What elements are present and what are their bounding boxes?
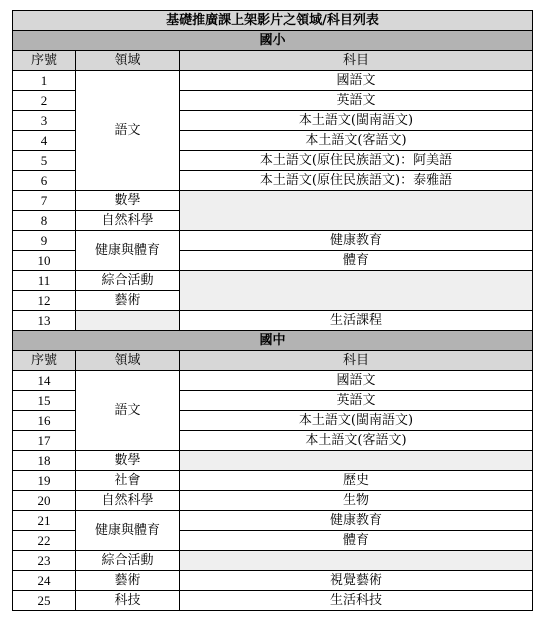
subject-cell: 生物: [180, 491, 533, 511]
area-cell: 數學: [76, 191, 180, 211]
table-row: [13, 471, 533, 491]
subject-cell: 本土語文(客語文): [180, 131, 533, 151]
subject-cell: [180, 551, 533, 571]
header-row: [13, 351, 533, 371]
row-number: 17: [13, 431, 76, 451]
area-cell: 語文: [76, 371, 180, 451]
row-number: 16: [13, 411, 76, 431]
title-row: [13, 11, 533, 31]
row-number: 15: [13, 391, 76, 411]
row-number: 23: [13, 551, 76, 571]
area-cell: 藝術: [76, 571, 180, 591]
header-subject: 科目: [180, 351, 533, 371]
subject-cell: 歷史: [180, 471, 533, 491]
table-row: [13, 311, 533, 331]
document-frame: [12, 10, 533, 611]
subject-cell: 英語文: [180, 91, 533, 111]
subject-cell: 視覺藝術: [180, 571, 533, 591]
subject-cell: 本土語文(原住民族語文)：阿美語: [180, 151, 533, 171]
area-cell: 自然科學: [76, 491, 180, 511]
subject-cell: 體育: [180, 531, 533, 551]
subject-cell: 英語文: [180, 391, 533, 411]
table-row: [13, 571, 533, 591]
row-number: 19: [13, 471, 76, 491]
section-row: [13, 31, 533, 51]
subject-cell: 本土語文(原住民族語文)：泰雅語: [180, 171, 533, 191]
subject-cell: 健康教育: [180, 231, 533, 251]
row-number: 3: [13, 111, 76, 131]
header-row: [13, 51, 533, 71]
section-title: 國中: [13, 331, 533, 351]
row-number: 2: [13, 91, 76, 111]
table-row: [13, 511, 533, 531]
row-number: 8: [13, 211, 76, 231]
table-title: 基礎推廣課上架影片之領域/科目列表: [13, 11, 533, 31]
area-cell: 社會: [76, 471, 180, 491]
subject-cell: 本土語文(閩南語文): [180, 111, 533, 131]
header-area: 領域: [76, 351, 180, 371]
header-no: 序號: [13, 51, 76, 71]
section-title: 國小: [13, 31, 533, 51]
area-cell: 綜合活動: [76, 551, 180, 571]
table-row: [13, 371, 533, 391]
subject-cell: 國語文: [180, 71, 533, 91]
table-row: [13, 71, 533, 91]
section-row: [13, 331, 533, 351]
row-number: 13: [13, 311, 76, 331]
subject-cell: 生活科技: [180, 591, 533, 611]
area-cell: 科技: [76, 591, 180, 611]
row-number: 12: [13, 291, 76, 311]
area-cell: 綜合活動: [76, 271, 180, 291]
row-number: 4: [13, 131, 76, 151]
table-row: [13, 191, 533, 211]
area-cell: 藝術: [76, 291, 180, 311]
table-row: [13, 551, 533, 571]
row-number: 18: [13, 451, 76, 471]
row-number: 9: [13, 231, 76, 251]
area-cell: 數學: [76, 451, 180, 471]
row-number: 22: [13, 531, 76, 551]
header-area: 領域: [76, 51, 180, 71]
subject-cell: 本土語文(閩南語文): [180, 411, 533, 431]
row-number: 14: [13, 371, 76, 391]
subject-cell: [180, 271, 533, 311]
row-number: 11: [13, 271, 76, 291]
subject-cell: [180, 191, 533, 231]
subject-cell: 生活課程: [180, 311, 533, 331]
header-subject: 科目: [180, 51, 533, 71]
header-no: 序號: [13, 351, 76, 371]
subject-cell: [180, 451, 533, 471]
row-number: 6: [13, 171, 76, 191]
area-cell: 健康與體育: [76, 511, 180, 551]
area-cell: 自然科學: [76, 211, 180, 231]
subject-list-table: [12, 10, 533, 611]
table-row: [13, 231, 533, 251]
subject-cell: 本土語文(客語文): [180, 431, 533, 451]
table-row: [13, 591, 533, 611]
table-row: [13, 271, 533, 291]
table-row: [13, 491, 533, 511]
row-number: 25: [13, 591, 76, 611]
subject-cell: 健康教育: [180, 511, 533, 531]
row-number: 24: [13, 571, 76, 591]
table-row: [13, 451, 533, 471]
area-cell: [76, 311, 180, 331]
row-number: 7: [13, 191, 76, 211]
subject-cell: 國語文: [180, 371, 533, 391]
area-cell: 語文: [76, 71, 180, 191]
row-number: 20: [13, 491, 76, 511]
area-cell: 健康與體育: [76, 231, 180, 271]
row-number: 10: [13, 251, 76, 271]
subject-cell: 體育: [180, 251, 533, 271]
row-number: 21: [13, 511, 76, 531]
row-number: 5: [13, 151, 76, 171]
row-number: 1: [13, 71, 76, 91]
